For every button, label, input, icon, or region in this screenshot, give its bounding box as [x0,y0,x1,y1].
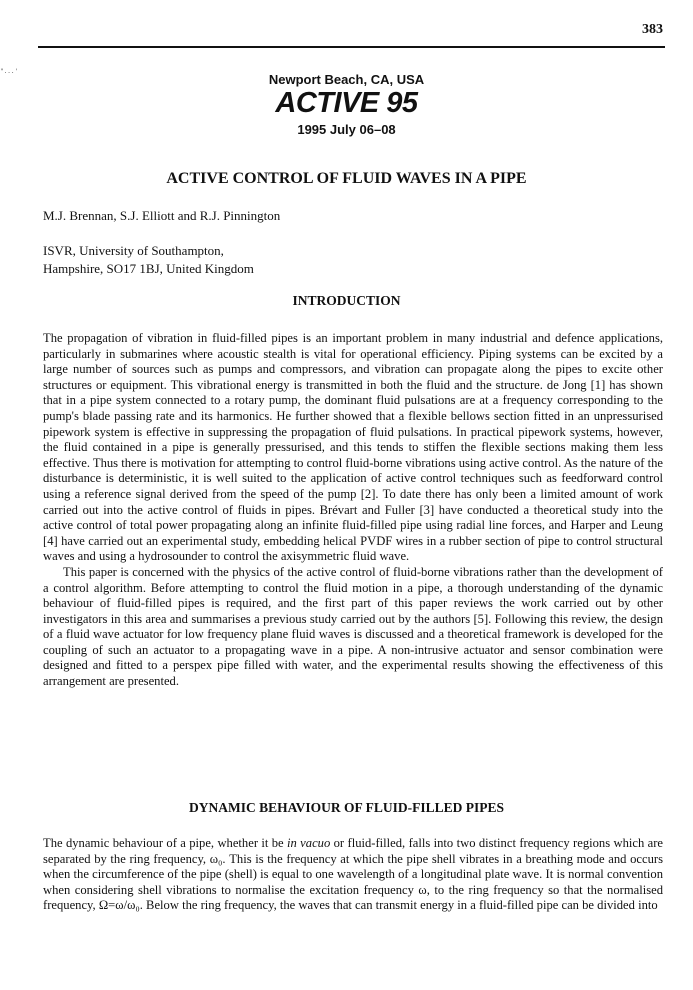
introduction-body [43,331,663,690]
dynamic-behaviour-paragraph [43,836,663,914]
dynamic-text-rest: or fluid-filled, falls into two distinct frequency regions which are separated by the ring frequency, ω₀. This is the frequency at which the pipe shell vibrates in a breathing mode and occurs when the circumference of the pipe (shell) is equal to one wavelength of a longitudinal plate wave. It is normal convention when considering shell vibrations to normalise the excitation frequency ω, to the ring frequency so that the normalised frequency, Ω=ω/ω₀. Below the ring frequency, the waves that can transmit energy in a fluid-filled pipe can be divided into [43,836,664,913]
introduction-heading: INTRODUCTION [292,293,401,308]
affiliation [43,242,254,278]
introduction-paragraph-1: The propagation of vibration in fluid-filled pipes is an important problem in many industrial and defence applications, particularly in submarines where acoustic stealth is vital for operational efficiency. Piping systems can be excited by a large number of sources such as pumps and compressors, and vibration can propagate along the pipes to excite other structures or equipment. This vibrational energy is transmitted in both the fluid and the structure. de Jong [1] has shown that in a pipe system connected to a rotary pump, the dominant fluid pulsations are at a frequency corresponding to the pump's blade passing rate and its harmonics. He further showed that a flexible bellows section fitted in an unpressurised pipework system is effective in suppressing the propagation of fluid pulsations. In practical pipework systems, however, the fluid contained in a pipe is generally pressurised, and this tends to stiffen the flexible sections making them less effective. Thus there is motivation for attempting to control fluid-borne vibrations using active control. As the nature of the disturbance is deterministic, it is well suited to the application of active control techniques such as feedforward control using a reference signal derived from the speed of the pump [2]. To date there has only been a limited amount of work carried out into the active control of fluids in pipes. Brévart and Fuller [3] have conducted a theoretical study into the active control of total power propagating along an infinite fluid-filled pipe using radial line forces, and Harper and Leung [4] have carried out an experimental study, embedding helical PVDF wires in a rubber section of pipe to control structural waves and using a hydrosounder to control the axisymmetric fluid wave. [43,331,663,564]
conference-name: ACTIVE 95 [275,87,418,119]
page-number: 383 [642,22,663,37]
dynamic-italic-phrase: in vacuo [287,836,331,850]
dynamic-behaviour-body [43,836,663,914]
affiliation-line-2: Hampshire, SO17 1BJ, United Kingdom [43,261,254,276]
conference-dates: 1995 July 06–08 [297,122,396,137]
introduction-paragraph-2: This paper is concerned with the physics of the active control of fluid-borne vibrations rather than the development of a control algorithm. Before attempting to control the fluid motion in a pipe, a thorough understanding of the dynamic behaviour of fluid-filled pipes is required, and the first part of this paper reviews the work carried out by other investigators in this area and summarises a previous study carried out by the authors [5]. Following this review, the design of a fluid wave actuator for low frequency plane fluid waves is discussed and a theoretical framework is developed for the coupling of such an actuator to a propagating wave in a pipe. A non-intrusive actuator and sensor combination were designed and fitted to a perspex pipe filled with water, and the experimental results showing the effectiveness of this arrangement are presented. [43,564,663,689]
authors: M.J. Brennan, S.J. Elliott and R.J. Pinnington [43,208,281,223]
affiliation-line-1: ISVR, University of Southampton, [43,243,224,258]
header-rule [38,46,665,48]
dynamic-text-start: The dynamic behaviour of a pipe, whether it be [43,836,288,850]
dynamic-behaviour-heading: DYNAMIC BEHAVIOUR OF FLUID-FILLED PIPES [188,800,505,815]
conference-location: Newport Beach, CA, USA [268,72,425,87]
scan-mark: "...' [0,68,19,75]
paper-title: ACTIVE CONTROL OF FLUID WAVES IN A PIPE [166,170,527,187]
